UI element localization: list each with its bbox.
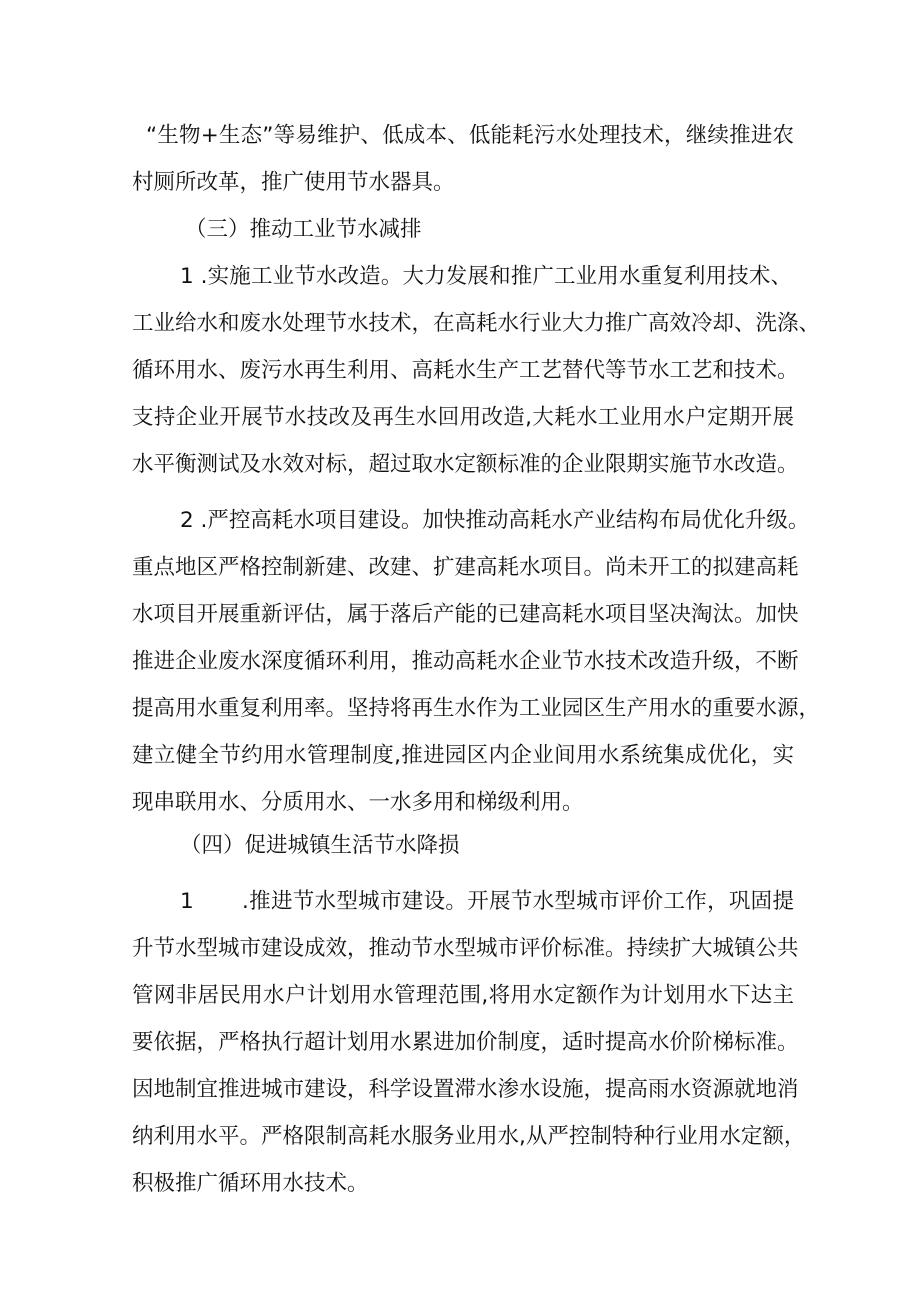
item-3-2-line-7: 现串联用水、分质用水、一水多用和梯级利用。 bbox=[132, 790, 584, 815]
section-4-heading: （四）促进城镇生活节水降损 bbox=[180, 833, 460, 858]
item-4-1-line-5: 因地制宜推进城市建设，科学设置滞水渗水设施，提高雨水资源就地消 bbox=[132, 1077, 799, 1102]
item-3-1-line-3: 循环用水、废污水再生利用、高耗水生产工艺替代等节水工艺和技术。 bbox=[132, 358, 799, 383]
section-3-heading: （三）推动工业节水减排 bbox=[185, 217, 422, 242]
item-3-1-line-1: 1 .实施工业节水改造。大力发展和推广工业用水重复利用技术、 bbox=[180, 264, 792, 289]
item-3-2-line-6: 建立健全节约用水管理制度,推进园区内企业间用水系统集成优化，实 bbox=[132, 743, 794, 768]
paragraph-1-line-2: 村厕所改革，推广使用节水器具。 bbox=[132, 170, 455, 195]
item-3-2-line-3: 水项目开展重新评估，属于落后产能的已建高耗水项目坚决淘汰。加快 bbox=[132, 602, 799, 627]
item-4-1-line-6: 纳利用水平。严格限制高耗水服务业用水,从严控制特种行业用水定额， bbox=[132, 1124, 806, 1149]
item-4-1-line-4: 要依据，严格执行超计划用水累进加价制度，适时提高水价阶梯标准。 bbox=[132, 1030, 799, 1055]
item-3-1-line-4: 支持企业开展节水技改及再生水回用改造,大耗水工业用水户定期开展 bbox=[132, 405, 794, 430]
item-4-1-line-3: 管网非居民用水户计划用水管理范围,将用水定额作为计划用水下达主 bbox=[132, 983, 794, 1008]
item-3-1-line-5: 水平衡测试及水效对标，超过取水定额标准的企业限期实施节水改造。 bbox=[132, 452, 799, 477]
item-4-1-number: 1 bbox=[180, 889, 194, 914]
item-3-2-line-2: 重点地区严格控制新建、改建、扩建高耗水项目。尚未开工的拟建高耗 bbox=[132, 555, 799, 580]
item-3-2-line-4: 推进企业废水深度循环利用，推动高耗水企业节水技术改造升级，不断 bbox=[132, 649, 799, 674]
item-4-1-line-1: .推进节水型城市建设。开展节水型城市评价工作，巩固提 bbox=[242, 889, 794, 914]
item-3-2-line-1: 2 .严控高耗水项目建设。加快推动高耗水产业结构布局优化升级。 bbox=[180, 508, 810, 533]
item-3-1-line-2: 工业给水和废水处理节水技术，在高耗水行业大力推广高效冷却、洗涤、 bbox=[132, 311, 821, 336]
item-4-1-line-7: 积极推广循环用水技术。 bbox=[132, 1171, 369, 1196]
item-4-1-line-2: 升节水型城市建设成效，推动节水型城市评价标准。持续扩大城镇公共 bbox=[132, 936, 799, 961]
item-3-2-line-5: 提高用水重复利用率。坚持将再生水作为工业园区生产用水的重要水源， bbox=[132, 696, 821, 721]
paragraph-1-line-1: “生物+生态”等易维护、低成本、低能耗污水处理技术，继续推进农 bbox=[146, 123, 794, 148]
